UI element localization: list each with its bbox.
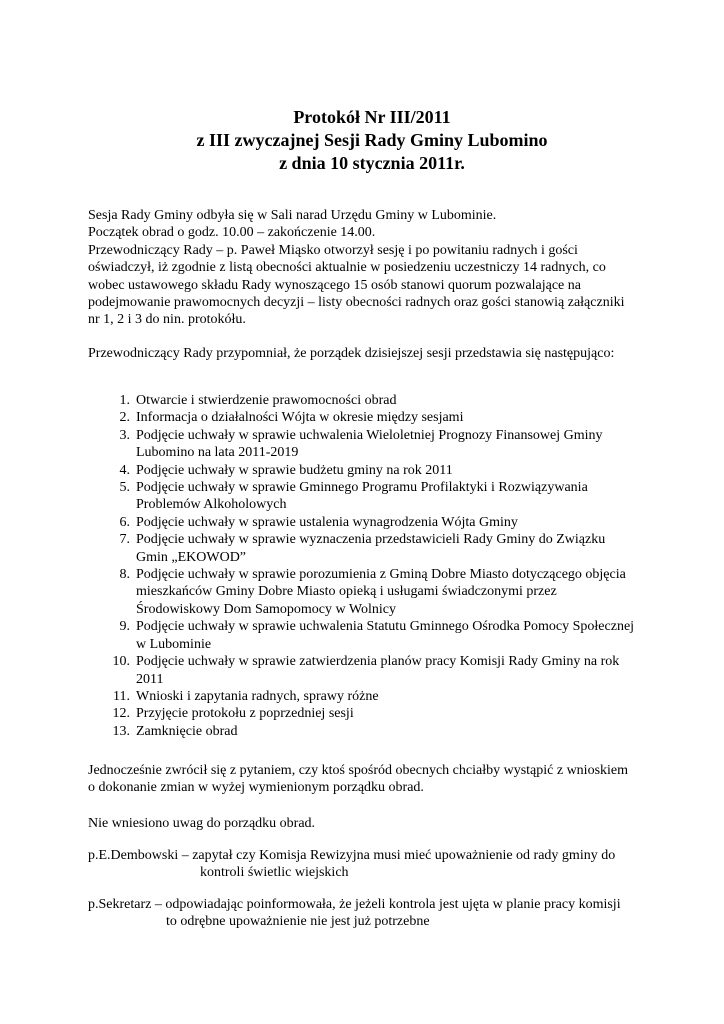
agenda-list xyxy=(88,392,668,740)
sekretarz-line-2: to odrębne upoważnienie nie jest już potrzebne xyxy=(166,914,430,930)
agenda-item-text xyxy=(130,566,668,618)
agenda-item-line: Gmin „EKOWOD” xyxy=(136,549,247,565)
agenda-item xyxy=(88,531,668,566)
agenda-item-line: Środowiskowy Dom Samopomocy w Wolnicy xyxy=(136,601,396,617)
agenda-item-text xyxy=(130,392,668,409)
intro-line: podejmowanie prawomocnych decyzji – listy obecności radnych oraz gości stanowią załączniki xyxy=(88,295,625,311)
agenda-item xyxy=(88,688,668,705)
agenda-item-text xyxy=(130,653,668,688)
agenda-item-number: 2. xyxy=(119,410,130,426)
agenda-item xyxy=(88,705,668,722)
document-title xyxy=(0,106,724,175)
agenda-item-line: Podjęcie uchwały w sprawie uchwalenia Wieloletniej Prognozy Finansowej Gminy xyxy=(136,427,603,443)
agenda-item-line: Podjęcie uchwały w sprawie porozumienia z Gminą Dobre Miasto dotyczącego objęcia xyxy=(136,567,626,583)
agenda-item-line: Podjęcie uchwały w sprawie Gminnego Programu Profilaktyki i Rozwiązywania xyxy=(136,480,588,496)
agenda-item-line: Podjęcie uchwały w sprawie budżetu gminy na rok 2011 xyxy=(136,462,453,478)
agenda-item-line: Zamknięcie obrad xyxy=(136,723,238,739)
title-line-1: Protokół Nr III/2011 xyxy=(293,107,451,127)
agenda-item-line: w Lubominie xyxy=(136,636,212,652)
sekretarz-paragraph xyxy=(88,896,668,931)
agenda-item-line: Podjęcie uchwały w sprawie zatwierdzenia planów pracy Komisji Rady Gminy na rok xyxy=(136,654,620,670)
agenda-item-line: Podjęcie uchwały w sprawie ustalenia wynagrodzenia Wójta Gminy xyxy=(136,514,518,530)
title-line-2: z III zwyczajnej Sesji Rady Gminy Lubomino xyxy=(196,130,548,150)
agenda-item-text xyxy=(130,705,668,722)
agenda-item-text xyxy=(130,688,668,705)
agenda-item-text xyxy=(130,531,668,566)
intro-line: wobec ustawowego składu Rady wynoszącego 15 osób stanowi quorum pozwalające na xyxy=(88,277,581,293)
no-remarks-line: Nie wniesiono uwag do porządku obrad. xyxy=(88,816,316,831)
agenda-item xyxy=(88,618,668,653)
agenda-item-text xyxy=(130,723,668,740)
sekretarz-line-1: p.Sekretarz – odpowiadając poinformowała, że jeżeli kontrola jest ujęta w planie pracy komisji xyxy=(88,897,621,912)
agenda-intro-paragraph xyxy=(88,345,668,362)
title-line-3: z dnia 10 stycznia 2011r. xyxy=(279,153,465,173)
agenda-item xyxy=(88,723,668,740)
agenda-item-number: 11. xyxy=(113,688,130,704)
agenda-item-line: Podjęcie uchwały w sprawie wyznaczenia przedstawicieli Rady Gminy do Związku xyxy=(136,532,606,548)
agenda-item-text xyxy=(130,462,668,479)
agenda-item-text xyxy=(130,427,668,462)
intro-line: Sesja Rady Gminy odbyła się w Sali narad Urzędu Gminy w Lubominie. xyxy=(88,208,497,223)
agenda-item-number: 3. xyxy=(119,427,130,443)
agenda-item xyxy=(88,427,668,462)
agenda-item-number: 13. xyxy=(112,723,130,739)
agenda-item-text xyxy=(130,618,668,653)
no-remarks-paragraph xyxy=(88,815,668,832)
intro-paragraph xyxy=(88,207,668,329)
agenda-item-text xyxy=(130,409,668,426)
agenda-item-line: Przyjęcie protokołu z poprzedniej sesji xyxy=(136,706,354,722)
agenda-item-line: Lubomino na lata 2011-2019 xyxy=(136,445,299,461)
agenda-item-number: 12. xyxy=(112,706,130,722)
question-line: Jednocześnie zwrócił się z pytaniem, czy ktoś spośród obecnych chciałby wystąpić z wnioskiem xyxy=(88,763,629,778)
agenda-item-line: Podjęcie uchwały w sprawie uchwalenia Statutu Gminnego Ośrodka Pomocy Społecznej xyxy=(136,619,635,635)
intro-line: Początek obrad o godz. 10.00 – zakończenie 14.00. xyxy=(88,225,376,241)
agenda-item xyxy=(88,409,668,426)
agenda-item-number: 5. xyxy=(119,480,130,496)
agenda-item-line: 2011 xyxy=(136,671,164,687)
dembowski-paragraph xyxy=(88,847,668,882)
agenda-item-number: 4. xyxy=(119,462,130,478)
agenda-item-text xyxy=(130,479,668,514)
agenda-item-number: 6. xyxy=(119,514,130,530)
agenda-item-line: Informacja o działalności Wójta w okresie między sesjami xyxy=(136,410,464,426)
agenda-item xyxy=(88,653,668,688)
intro-line: Przewodniczący Rady – p. Paweł Miąsko otworzył sesję i po powitaniu radnych i gości xyxy=(88,242,578,258)
agenda-item xyxy=(88,462,668,479)
intro-line: oświadczył, iż zgodnie z listą obecności aktualnie w posiedzeniu uczestniczy 14 radnych, co xyxy=(88,260,606,276)
agenda-item-line: Otwarcie i stwierdzenie prawomocności obrad xyxy=(136,393,397,408)
agenda-item-number: 1. xyxy=(119,393,130,408)
agenda-item xyxy=(88,566,668,618)
agenda-item-line: Problemów Alkoholowych xyxy=(136,497,287,513)
agenda-item-text xyxy=(130,514,668,531)
agenda-item-line: Wnioski i zapytania radnych, sprawy różne xyxy=(136,688,379,704)
agenda-item-number: 8. xyxy=(119,567,130,583)
agenda-item xyxy=(88,514,668,531)
agenda-item xyxy=(88,392,668,409)
intro-line: nr 1, 2 i 3 do nin. protokółu. xyxy=(88,312,246,328)
dembowski-line-1: p.E.Dembowski – zapytał czy Komisja Rewizyjna musi mieć upoważnienie od rady gminy do xyxy=(88,848,616,863)
dembowski-line-2: kontroli świetlic wiejskich xyxy=(200,865,349,881)
agenda-item-number: 9. xyxy=(119,619,130,635)
agenda-item-number: 10. xyxy=(112,654,130,670)
agenda-item xyxy=(88,479,668,514)
question-paragraph xyxy=(88,762,668,797)
question-line: o dokonanie zmian w wyżej wymienionym porządku obrad. xyxy=(88,780,424,796)
agenda-intro-line: Przewodniczący Rady przypomniał, że porządek dzisiejszej sesji przedstawia się następująco: xyxy=(88,346,615,361)
agenda-item-line: mieszkańców Gminy Dobre Miasto opieką i usługami świadczonymi przez xyxy=(136,584,557,600)
agenda-item-number: 7. xyxy=(119,532,130,548)
